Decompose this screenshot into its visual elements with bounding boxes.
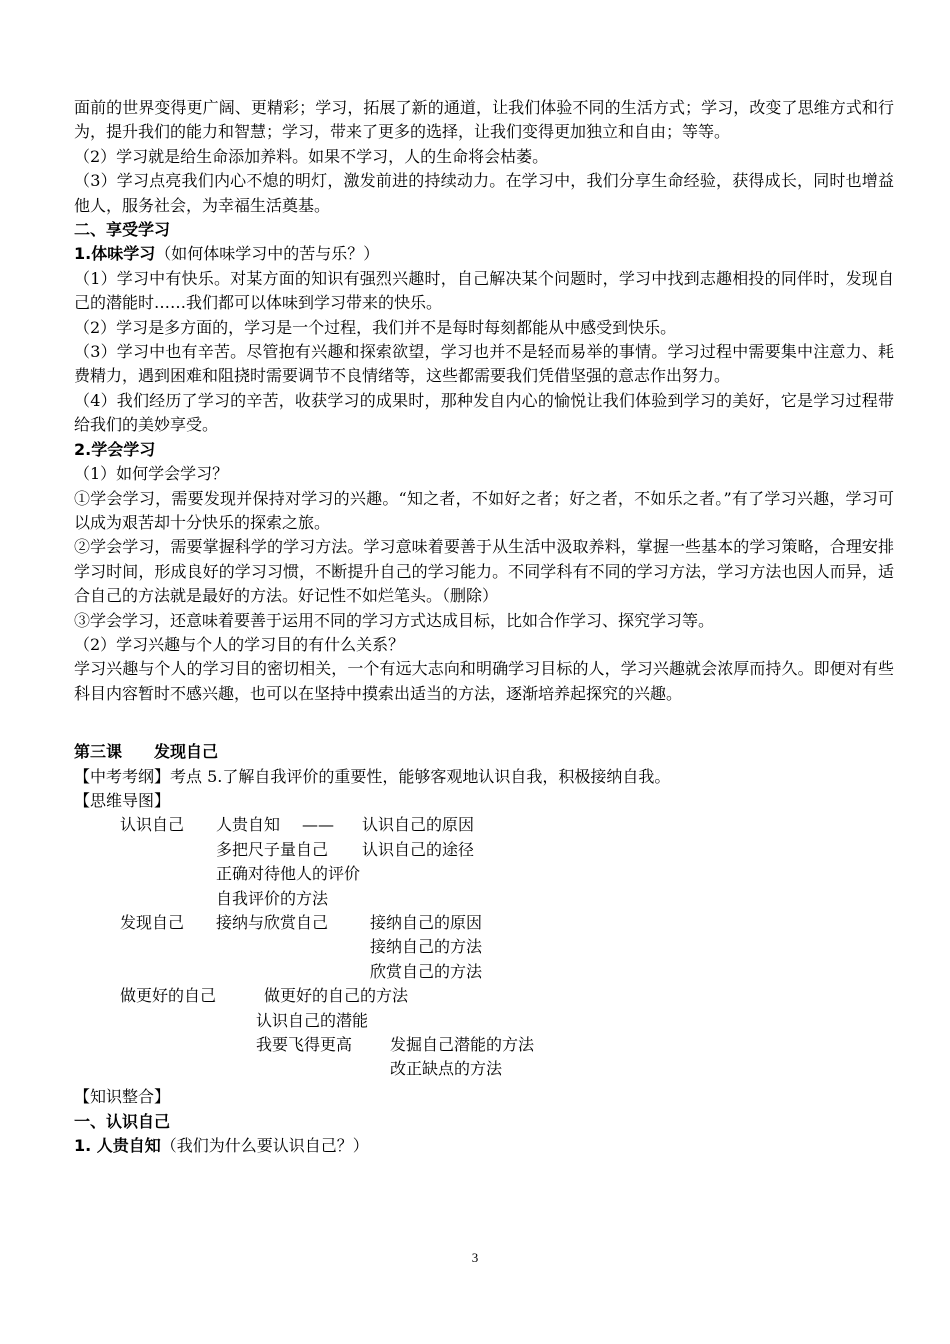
page-number: 3: [471, 1250, 479, 1265]
section-heading: 一、认识自己: [74, 1111, 171, 1131]
paragraph: （1）学习中有快乐。对某方面的知识有强烈兴趣时，自己解决某个问题时，学习中找到志趣相投的同伴时，发现自己的潜能时……我们都可以体味到学习带来的快乐。: [74, 268, 894, 313]
mind-map: [74, 813, 894, 1085]
paragraph: ③学会学习，还意味着要善于运用不同的学习方式达成目标，比如合作学习、探究学习等。: [74, 610, 715, 630]
mindmap-node: 接纳自己的方法: [370, 937, 483, 957]
paragraph: （4）我们经历了学习的辛苦，收获学习的成果时，那种发自内心的愉悦让我们体验到学习的美好，它是学习过程带给我们的美妙享受。: [74, 390, 894, 435]
spacer: [74, 706, 894, 740]
exam-outline: 【中考考纲】考点 5.了解自我评价的重要性，能够客观地认识自我，积极接纳自我。: [74, 766, 671, 786]
subsection-heading: [74, 242, 894, 266]
mindmap-node: 正确对待他人的评价: [216, 864, 361, 884]
subsection-title: 1.体味学习: [74, 244, 156, 264]
mindmap-node: 发掘自己潜能的方法: [390, 1034, 535, 1054]
lesson-title: 第三课 发现自己: [74, 742, 219, 762]
mindmap-node: 认识自己的途径: [362, 839, 475, 859]
document-page: [74, 96, 894, 1159]
mindmap-node: 做更好的自己: [120, 986, 217, 1006]
mindmap-node: 多把尺子量自己: [216, 839, 329, 859]
mindmap-node: 发现自己: [120, 912, 185, 932]
mindmap-node: 接纳自己的原因: [370, 912, 483, 932]
paragraph: （3）学习中也有辛苦。尽管抱有兴趣和探索欲望，学习也并不是轻而易举的事情。学习过程中需要集中注意力、耗费精力，遇到困难和阻挠时需要调节不良情绪等，这些都需要我们凭借坚强的意志作出努力。: [74, 342, 894, 386]
paragraph: （2）学习是多方面的，学习是一个过程，我们并不是每时每刻都能从中感受到快乐。: [74, 317, 677, 337]
paragraph: ①学会学习，需要发现并保持对学习的兴趣。“知之者，不如好之者；好之者，不如乐之者。”有了学习兴趣，学习可以成为艰苦却十分快乐的探索之旅。: [74, 488, 894, 532]
knowledge-label: 【知识整合】: [74, 1087, 171, 1107]
subsection-title: 1. 人贵自知: [74, 1136, 161, 1156]
section-heading: 二、享受学习: [74, 220, 171, 240]
paragraph: （1）如何学会学习？: [74, 464, 229, 484]
mindmap-node: 欣赏自己的方法: [370, 961, 483, 981]
mindmap-node: 认识自己的原因: [362, 815, 475, 835]
mindmap-node: 接纳与欣赏自己: [216, 912, 329, 932]
mindmap-label: 【思维导图】: [74, 790, 171, 810]
mindmap-node: 认识自己的潜能: [256, 1010, 369, 1030]
paragraph: （3）学习点亮我们内心不熄的明灯，激发前进的持续动力。在学习中，我们分享生命经验，获得成长，同时也增益他人，服务社会，为幸福生活奠基。: [74, 171, 894, 215]
mindmap-node: 人贵自知: [216, 815, 281, 835]
paragraph: ②学会学习，需要掌握科学的学习方法。学习意味着要善于从生活中汲取养料，掌握一些基本的学习策略，合理安排学习时间，形成良好的学习习惯，不断提升自己的学习能力。不同学科有不同的学习方法，学习方法也因人而异，适合自己的方法就是最好的方法。好记性不如烂笔头。（删除）: [74, 537, 894, 606]
paragraph: 学习兴趣与个人的学习目的密切相关，一个有远大志向和明确学习目标的人，学习兴趣就会浓厚而持久。即便对有些科目内容暂时不感兴趣，也可以在坚持中摸索出适当的方法，逐渐培养起探究的兴趣。: [74, 659, 894, 703]
subsection-heading: [74, 1134, 894, 1158]
subsection-question: （如何体味学习中的苦与乐？）: [155, 244, 380, 264]
paragraph: （2）学习就是给生命添加养料。如果不学习，人的生命将会枯萎。: [74, 146, 549, 166]
mindmap-node: 自我评价的方法: [216, 888, 329, 908]
subsection-title: 2.学会学习: [74, 439, 156, 459]
mindmap-node: 做更好的自己的方法: [264, 986, 409, 1006]
mindmap-node: 改正缺点的方法: [390, 1059, 503, 1079]
mindmap-node: 认识自己: [120, 815, 185, 835]
mindmap-connector: ——: [302, 815, 334, 835]
subsection-question: （我们为什么要认识自己？）: [160, 1136, 369, 1156]
paragraph: （2）学习兴趣与个人的学习目的有什么关系？: [74, 634, 405, 654]
mindmap-node: 我要飞得更高: [256, 1034, 353, 1054]
paragraph: 面前的世界变得更广阔、更精彩；学习，拓展了新的通道，让我们体验不同的生活方式；学习，改变了思维方式和行为，提升我们的能力和智慧；学习，带来了更多的选择，让我们变得更加独立和自由；等等。: [74, 98, 894, 142]
